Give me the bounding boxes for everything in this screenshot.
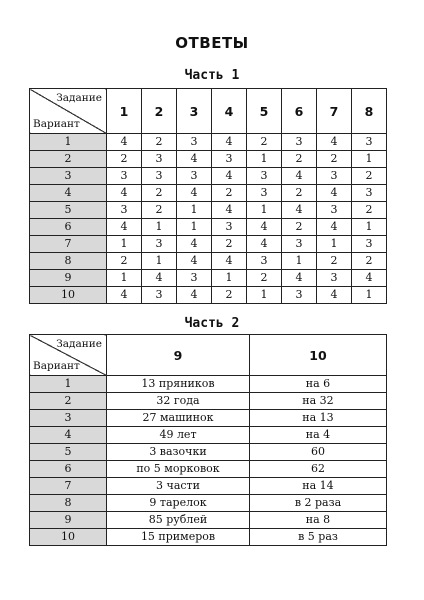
answer-cell: 1 <box>247 287 282 304</box>
answer-cell: 9 тарелок <box>107 495 250 512</box>
part1-header-row <box>30 89 387 134</box>
table-row <box>30 410 387 427</box>
answer-cell: на 4 <box>250 427 387 444</box>
part1-col-header: 6 <box>282 89 317 134</box>
answer-cell: 3 вазочки <box>107 444 250 461</box>
answer-cell: 3 <box>107 168 142 185</box>
variant-cell: 2 <box>30 393 107 410</box>
answer-cell: 4 <box>107 134 142 151</box>
answer-cell: 4 <box>317 134 352 151</box>
answer-cell: 3 <box>317 168 352 185</box>
answer-cell: 32 года <box>107 393 250 410</box>
table-row <box>30 495 387 512</box>
part1-col-header: 2 <box>142 89 177 134</box>
answer-cell: 4 <box>107 185 142 202</box>
answer-cell: 2 <box>212 185 247 202</box>
variant-cell: 5 <box>30 202 107 219</box>
part2-header-task: Задание <box>56 338 102 350</box>
answer-cell: 4 <box>177 151 212 168</box>
part2-title: Часть 2 <box>184 316 240 331</box>
answer-cell: 3 <box>282 236 317 253</box>
answer-cell: 4 <box>177 236 212 253</box>
answer-cell: 4 <box>317 219 352 236</box>
answer-cell: 2 <box>107 253 142 270</box>
table-row <box>30 236 387 253</box>
answer-cell: 3 <box>352 236 387 253</box>
answer-cell: 4 <box>142 270 177 287</box>
table-row <box>30 287 387 304</box>
answer-cell: 4 <box>107 219 142 236</box>
answer-cell: 1 <box>352 151 387 168</box>
variant-cell: 3 <box>30 168 107 185</box>
part1-title: Часть 1 <box>184 68 240 83</box>
variant-cell: 6 <box>30 219 107 236</box>
answer-cell: 3 <box>142 287 177 304</box>
part2-table-body <box>30 376 387 546</box>
answer-cell: 2 <box>142 202 177 219</box>
answer-cell: 27 машинок <box>107 410 250 427</box>
answer-cell: 2 <box>142 185 177 202</box>
answer-cell: 4 <box>282 270 317 287</box>
answer-cell: 1 <box>317 236 352 253</box>
answer-cell: 3 <box>142 168 177 185</box>
part1-col-header: 7 <box>317 89 352 134</box>
answer-cell: 4 <box>177 287 212 304</box>
answer-cell: 4 <box>282 202 317 219</box>
part1-header-variant: Вариант <box>33 118 80 130</box>
variant-cell: 10 <box>30 529 107 546</box>
answer-cell: 2 <box>247 270 282 287</box>
answer-cell: 1 <box>352 287 387 304</box>
part1-table-body <box>30 134 387 304</box>
part1-col-header: 4 <box>212 89 247 134</box>
table-row <box>30 202 387 219</box>
table-row <box>30 478 387 495</box>
answer-cell: 3 <box>282 287 317 304</box>
answer-cell: 1 <box>247 151 282 168</box>
answer-cell: 1 <box>177 219 212 236</box>
part2-header-row <box>30 335 387 376</box>
table-row <box>30 444 387 461</box>
table-row <box>30 168 387 185</box>
answer-cell: 3 <box>317 202 352 219</box>
answer-cell: 3 <box>247 185 282 202</box>
answer-cell: 1 <box>107 236 142 253</box>
variant-cell: 1 <box>30 376 107 393</box>
answer-cell: 3 <box>352 185 387 202</box>
answer-cell: 4 <box>247 219 282 236</box>
answer-cell: 2 <box>107 151 142 168</box>
answer-cell: по 5 морковок <box>107 461 250 478</box>
answer-cell: 2 <box>212 236 247 253</box>
part1-corner-cell <box>30 89 107 134</box>
variant-cell: 5 <box>30 444 107 461</box>
answer-cell: 4 <box>177 253 212 270</box>
answer-cell: 2 <box>212 287 247 304</box>
variant-cell: 7 <box>30 236 107 253</box>
answer-cell: 2 <box>352 202 387 219</box>
part1-answer-table <box>29 88 387 304</box>
variant-cell: 8 <box>30 253 107 270</box>
variant-cell: 2 <box>30 151 107 168</box>
answer-cell: 4 <box>212 134 247 151</box>
table-row <box>30 270 387 287</box>
table-row <box>30 134 387 151</box>
part1-col-header: 1 <box>107 89 142 134</box>
answer-cell: 4 <box>247 236 282 253</box>
answer-cell: 4 <box>177 185 212 202</box>
answer-cell: 3 <box>317 270 352 287</box>
answer-cell: 4 <box>317 185 352 202</box>
table-row <box>30 253 387 270</box>
answer-cell: 4 <box>352 270 387 287</box>
answer-cell: 4 <box>107 287 142 304</box>
answer-cell: 3 <box>177 270 212 287</box>
table-row <box>30 529 387 546</box>
variant-cell: 7 <box>30 478 107 495</box>
answer-cell: 3 <box>212 151 247 168</box>
answer-cell: 2 <box>317 151 352 168</box>
variant-cell: 4 <box>30 185 107 202</box>
answer-cell: 1 <box>142 219 177 236</box>
variant-cell: 8 <box>30 495 107 512</box>
table-row <box>30 376 387 393</box>
table-row <box>30 219 387 236</box>
table-row <box>30 427 387 444</box>
answer-cell: 85 рублей <box>107 512 250 529</box>
answer-cell: в 2 раза <box>250 495 387 512</box>
answer-cell: на 14 <box>250 478 387 495</box>
answer-cell: 3 <box>282 134 317 151</box>
variant-cell: 10 <box>30 287 107 304</box>
answer-cell: 49 лет <box>107 427 250 444</box>
answer-cell: 2 <box>352 253 387 270</box>
answer-cell: 1 <box>282 253 317 270</box>
answer-cell: 2 <box>317 253 352 270</box>
part2-col-header: 10 <box>250 335 387 376</box>
answer-cell: 3 <box>177 134 212 151</box>
answer-cell: 2 <box>282 219 317 236</box>
variant-cell: 4 <box>30 427 107 444</box>
answer-cell: 3 <box>352 134 387 151</box>
answer-cell: 2 <box>142 134 177 151</box>
page-title: ОТВЕТЫ <box>175 34 249 52</box>
answer-cell: 3 <box>142 151 177 168</box>
answer-cell: 13 пряников <box>107 376 250 393</box>
answer-cell: 15 примеров <box>107 529 250 546</box>
answer-cell: 2 <box>282 151 317 168</box>
variant-cell: 9 <box>30 512 107 529</box>
answer-cell: на 8 <box>250 512 387 529</box>
answer-cell: 3 <box>212 219 247 236</box>
answer-cell: 2 <box>247 134 282 151</box>
answer-cell: 4 <box>317 287 352 304</box>
answer-cell: 4 <box>212 253 247 270</box>
answer-cell: на 13 <box>250 410 387 427</box>
table-row <box>30 461 387 478</box>
part2-answer-table <box>29 334 387 546</box>
answer-cell: 1 <box>352 219 387 236</box>
variant-cell: 1 <box>30 134 107 151</box>
answer-cell: 3 <box>177 168 212 185</box>
answer-cell: 4 <box>212 202 247 219</box>
answer-cell: 1 <box>142 253 177 270</box>
answer-cell: 1 <box>177 202 212 219</box>
answer-cell: 4 <box>282 168 317 185</box>
table-row <box>30 512 387 529</box>
answer-cell: 1 <box>212 270 247 287</box>
variant-cell: 6 <box>30 461 107 478</box>
part2-corner-cell <box>30 335 107 376</box>
part2-header-variant: Вариант <box>33 360 80 372</box>
answer-cell: 4 <box>212 168 247 185</box>
table-row <box>30 151 387 168</box>
part1-header-task: Задание <box>56 92 102 104</box>
table-row <box>30 393 387 410</box>
answer-cell: 3 <box>142 236 177 253</box>
variant-cell: 9 <box>30 270 107 287</box>
part1-col-header: 8 <box>352 89 387 134</box>
answer-cell: 60 <box>250 444 387 461</box>
part1-col-header: 3 <box>177 89 212 134</box>
answer-cell: 1 <box>107 270 142 287</box>
answer-cell: 3 <box>107 202 142 219</box>
answer-cell: 3 части <box>107 478 250 495</box>
answer-cell: 3 <box>247 253 282 270</box>
answer-cell: 2 <box>352 168 387 185</box>
answer-cell: 3 <box>247 168 282 185</box>
answer-cell: 62 <box>250 461 387 478</box>
answer-cell: 2 <box>282 185 317 202</box>
part2-col-header: 9 <box>107 335 250 376</box>
part1-col-header: 5 <box>247 89 282 134</box>
answer-cell: 1 <box>247 202 282 219</box>
answer-cell: на 6 <box>250 376 387 393</box>
answer-cell: в 5 раз <box>250 529 387 546</box>
answer-cell: на 32 <box>250 393 387 410</box>
table-row <box>30 185 387 202</box>
variant-cell: 3 <box>30 410 107 427</box>
